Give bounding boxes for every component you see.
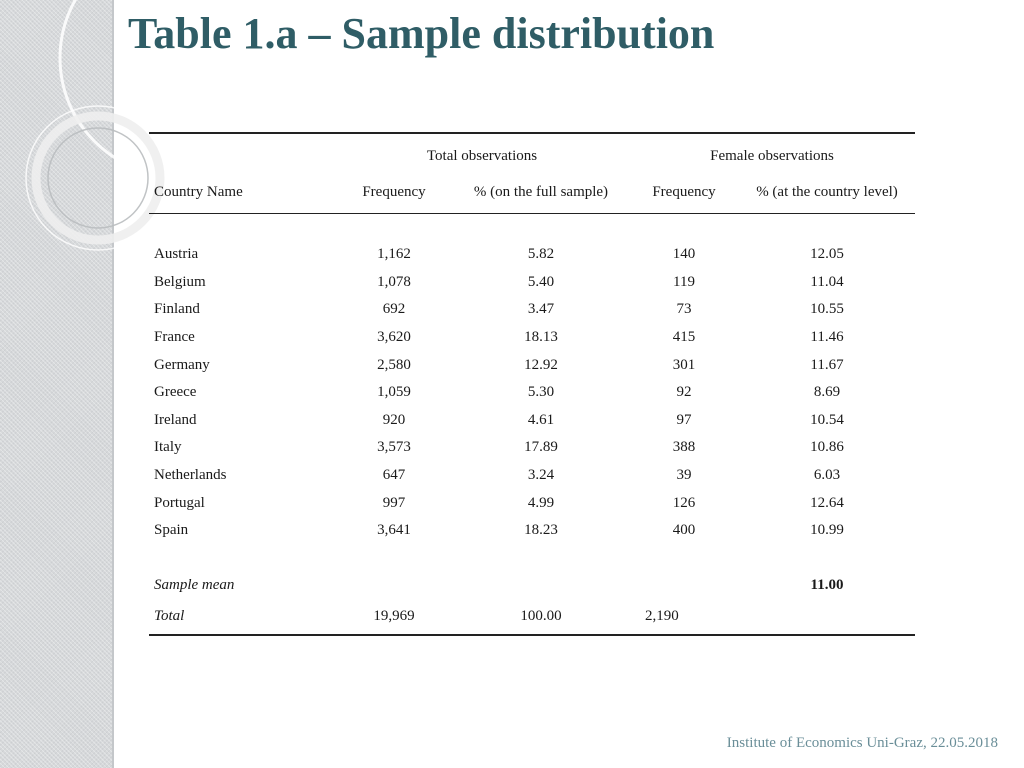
country-cell: Greece (154, 384, 197, 401)
female-frequency-cell: 119 (673, 273, 695, 290)
group-header-female: Female observations (710, 148, 834, 164)
country-cell: Spain (154, 522, 189, 539)
total-row (149, 599, 915, 635)
female-frequency-cell: 97 (676, 411, 692, 428)
female-percent-cell: 10.54 (810, 411, 844, 428)
column-header-total-percent: % (on the full sample) (453, 173, 629, 213)
total-percent-cell: 18.23 (524, 522, 558, 539)
table-row (149, 517, 915, 545)
total-frequency-cell: 1,059 (377, 384, 411, 401)
column-header-total-frequency: Frequency (335, 173, 453, 213)
country-cell: Netherlands (154, 467, 227, 484)
female-percent-cell: 11.67 (810, 356, 844, 373)
female-frequency-cell: 415 (672, 329, 696, 346)
total-frequency-cell: 692 (382, 301, 406, 318)
total-female-percent (739, 599, 915, 635)
sample-mean-row (149, 572, 915, 599)
total-frequency-cell: 3,620 (377, 329, 411, 346)
total-frequency-cell: 1,162 (377, 246, 411, 263)
column-header-female-percent: % (at the country level) (739, 173, 915, 213)
total-female-frequency: 2,190 (645, 607, 679, 624)
table-row (149, 407, 915, 435)
total-percent-cell: 5.30 (527, 384, 555, 401)
table-row (149, 324, 915, 352)
country-cell: France (154, 329, 195, 346)
group-header-row (149, 133, 915, 173)
column-header-row (149, 173, 915, 213)
female-frequency-cell: 400 (672, 522, 696, 539)
table-row (149, 241, 915, 269)
female-frequency-cell: 92 (676, 384, 692, 401)
spacer-row (149, 213, 915, 241)
column-header-female-frequency: Frequency (629, 173, 739, 213)
country-cell: Ireland (154, 411, 197, 428)
female-frequency-cell: 126 (672, 494, 696, 511)
sample-mean-label: Sample mean (154, 576, 235, 593)
table-row (149, 351, 915, 379)
summary-section (149, 545, 915, 635)
table-body (149, 213, 915, 545)
table-row (149, 489, 915, 517)
female-percent-cell: 12.05 (810, 246, 844, 263)
total-frequency: 19,969 (373, 607, 415, 624)
country-cell: Finland (154, 301, 200, 318)
female-percent-cell: 10.55 (810, 301, 844, 318)
total-percent: 100.00 (520, 607, 562, 624)
group-header-empty (149, 133, 335, 173)
table-row (149, 462, 915, 490)
female-percent-cell: 11.04 (810, 273, 844, 290)
total-frequency-cell: 920 (382, 411, 406, 428)
total-percent-cell: 18.13 (524, 329, 558, 346)
total-frequency-cell: 3,573 (377, 439, 411, 456)
country-cell: Italy (154, 439, 182, 456)
sample-distribution-table (149, 132, 915, 636)
sample-mean-female-frequency (629, 572, 739, 599)
table-row (149, 379, 915, 407)
table-row (149, 434, 915, 462)
total-percent-cell: 17.89 (524, 439, 558, 456)
total-percent-cell: 5.82 (527, 246, 555, 263)
female-percent-cell: 10.99 (810, 522, 844, 539)
female-frequency-cell: 140 (672, 246, 696, 263)
total-percent-cell: 4.61 (527, 411, 555, 428)
female-percent-cell: 10.86 (810, 439, 844, 456)
total-percent-cell: 4.99 (527, 494, 555, 511)
female-percent-cell: 6.03 (813, 467, 841, 484)
slide-title: Table 1.a – Sample distribution (128, 9, 715, 58)
country-cell: Austria (154, 246, 199, 263)
total-percent-cell: 5.40 (527, 273, 555, 290)
total-percent-cell: 3.24 (527, 467, 555, 484)
total-frequency-cell: 2,580 (377, 356, 411, 373)
total-frequency-cell: 1,078 (377, 273, 411, 290)
total-percent-cell: 12.92 (524, 356, 558, 373)
female-percent-cell: 11.46 (810, 329, 844, 346)
spacer-row (149, 545, 915, 572)
table-row (149, 296, 915, 324)
female-percent-cell: 12.64 (810, 494, 844, 511)
sample-mean-total-percent (453, 572, 629, 599)
country-cell: Germany (154, 356, 210, 373)
female-frequency-cell: 301 (672, 356, 696, 373)
country-cell: Portugal (154, 494, 205, 511)
total-frequency-cell: 3,641 (377, 522, 411, 539)
total-frequency-cell: 997 (382, 494, 406, 511)
sample-mean-total-frequency (335, 572, 453, 599)
group-header-total: Total observations (426, 148, 538, 164)
country-cell: Belgium (154, 273, 206, 290)
table-row (149, 269, 915, 297)
total-percent-cell: 3.47 (527, 301, 555, 318)
sample-mean-female-percent: 11.00 (810, 576, 844, 593)
female-frequency-cell: 73 (676, 301, 692, 318)
total-label: Total (154, 607, 185, 624)
female-frequency-cell: 39 (676, 467, 692, 484)
column-header-country: Country Name (149, 173, 335, 213)
footer-institution-date: Institute of Economics Uni-Graz, 22.05.2018 (726, 735, 998, 751)
female-percent-cell: 8.69 (813, 384, 841, 401)
female-frequency-cell: 388 (672, 439, 696, 456)
total-frequency-cell: 647 (382, 467, 406, 484)
